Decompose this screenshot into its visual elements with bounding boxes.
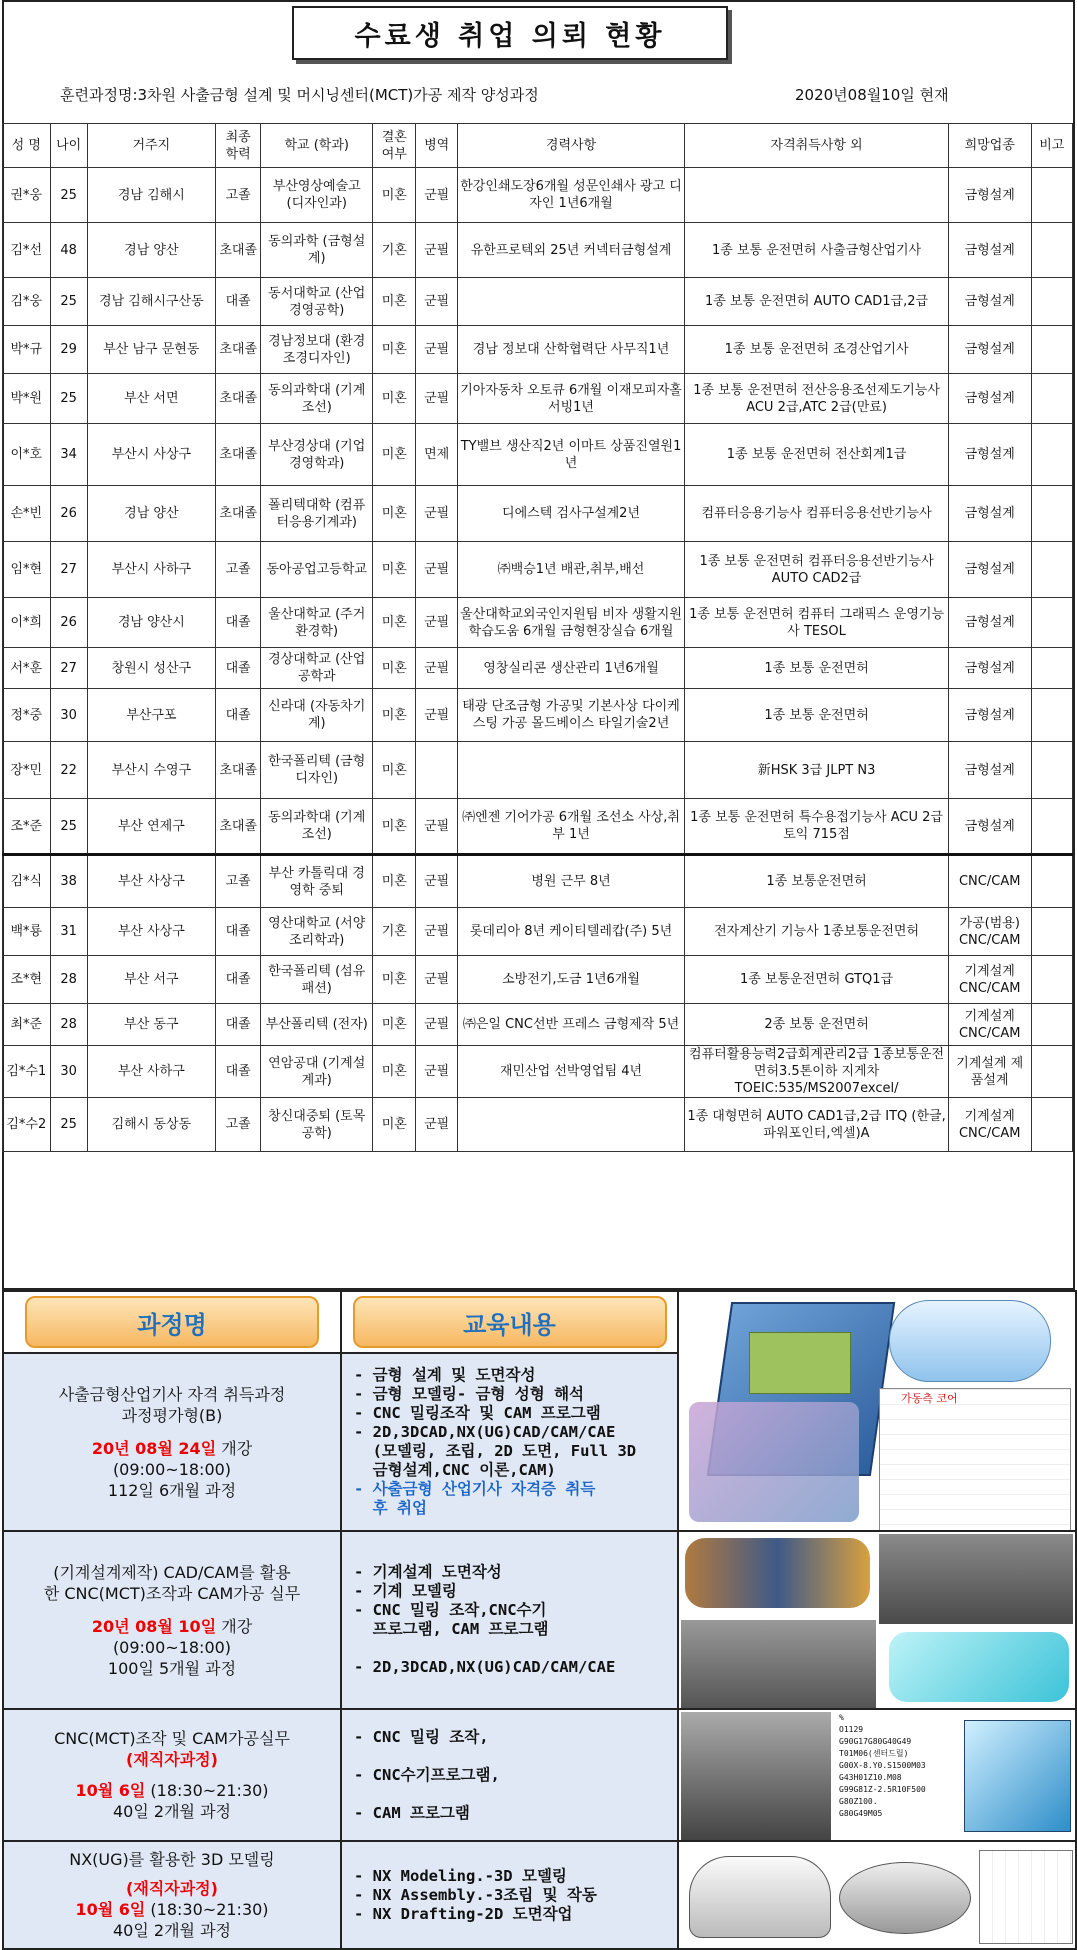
cell-mil: 군필 bbox=[416, 799, 457, 855]
cell-note bbox=[1031, 223, 1072, 278]
cell-note bbox=[1031, 168, 1072, 223]
cell-age: 25 bbox=[50, 799, 87, 855]
column-header: 자격취득사항 외 bbox=[685, 124, 949, 168]
cell-hope: 기계설계 제품설계 bbox=[948, 1046, 1031, 1098]
cell-school: 동의과학대 (기계조선) bbox=[261, 799, 373, 855]
cell-cert: 1종 대형면허 AUTO CAD1급,2급 ITQ (한글,파워포인터,엑셀)A bbox=[685, 1098, 949, 1152]
cell-career: 병원 근무 8년 bbox=[457, 855, 684, 908]
cell-school: 부산 카톨릭대 경영학 중퇴 bbox=[261, 855, 373, 908]
cell-name: 권*웅 bbox=[3, 168, 51, 223]
cell-name: 서*훈 bbox=[3, 648, 51, 689]
cell-addr: 부산 사상구 bbox=[87, 855, 215, 908]
cell-addr: 경남 양산 bbox=[87, 486, 215, 542]
cell-career: 기아자동차 오토큐 6개월 이재모피자홀서빙1년 bbox=[457, 374, 684, 424]
cell-career: 태광 단조금형 가공및 기본사상 다이케스팅 가공 몰드베이스 타일기술2년 bbox=[457, 689, 684, 742]
cell-hope: 금형설계 bbox=[948, 542, 1031, 598]
drafting-image bbox=[979, 1850, 1073, 1944]
course-3-name: CNC(MCT)조작 및 CAM가공실무 (재직자과정) 10월 6일 (18:30~21:30) 40일 2개월 과정 bbox=[3, 1709, 341, 1841]
cell-mil: 군필 bbox=[416, 1046, 457, 1098]
table-row bbox=[3, 223, 1073, 278]
cell-note bbox=[1031, 542, 1072, 598]
cell-addr: 경남 양산시 bbox=[87, 598, 215, 648]
cell-married: 미혼 bbox=[373, 956, 416, 1004]
cell-hope: 금형설계 bbox=[948, 374, 1031, 424]
cell-age: 22 bbox=[50, 742, 87, 799]
cell-married: 미혼 bbox=[373, 799, 416, 855]
cell-married: 미혼 bbox=[373, 1004, 416, 1046]
table-row bbox=[3, 486, 1073, 542]
cell-addr: 부산 동구 bbox=[87, 1004, 215, 1046]
cell-edu: 대졸 bbox=[215, 278, 260, 326]
table-row bbox=[3, 168, 1073, 223]
table-row bbox=[3, 799, 1073, 855]
cell-married: 미혼 bbox=[373, 689, 416, 742]
cell-married: 미혼 bbox=[373, 278, 416, 326]
graduate-table bbox=[2, 123, 1073, 1152]
course-2-name: (기계설계제작) CAD/CAM를 활용 한 CNC(MCT)조작과 CAM가공 실무 20년 08월 10일 개강 (09:00~18:00) 100일 5개월 과정 bbox=[3, 1531, 341, 1709]
cell-cert bbox=[685, 168, 949, 223]
cell-married: 미혼 bbox=[373, 168, 416, 223]
cell-mil bbox=[416, 742, 457, 799]
cell-cert: 1종 보통운전면허 GTQ1급 bbox=[685, 956, 949, 1004]
assembly-image bbox=[685, 1538, 870, 1608]
cell-cert: 컴퓨터응용기능사 컴퓨터응용선반기능사 bbox=[685, 486, 949, 542]
cell-cert: 1종 보통 운전면허 전산응용조선제도기능사 ACU 2급,ATC 2급(만료) bbox=[685, 374, 949, 424]
column-header: 학교 (학과) bbox=[261, 124, 373, 168]
cell-age: 25 bbox=[50, 278, 87, 326]
cell-married: 미혼 bbox=[373, 1046, 416, 1098]
cell-career: TY밸브 생산직2년 이마트 상품진열원1년 bbox=[457, 424, 684, 486]
cell-school: 경남정보대 (환경조경디자인) bbox=[261, 326, 373, 374]
mold-plate-image bbox=[749, 1332, 851, 1394]
cell-name: 조*현 bbox=[3, 956, 51, 1004]
column-header: 경력사항 bbox=[457, 124, 684, 168]
cell-hope: 금형설계 bbox=[948, 326, 1031, 374]
cell-school: 동아공업고등학교 bbox=[261, 542, 373, 598]
course-3-content: - CNC 밀링 조작, - CNC수기프로그램, - CAM 프로그램 bbox=[341, 1709, 678, 1841]
table-row bbox=[3, 278, 1073, 326]
cell-name: 김*웅 bbox=[3, 278, 51, 326]
machining-images bbox=[679, 1532, 1075, 1708]
cell-mil: 군필 bbox=[416, 374, 457, 424]
cnc-images bbox=[679, 1710, 1075, 1840]
cell-edu: 초대졸 bbox=[215, 742, 260, 799]
cell-school: 동의과학대 (기계조선) bbox=[261, 374, 373, 424]
column-header: 나이 bbox=[50, 124, 87, 168]
cell-career: 롯데리아 8년 케이티텔레캅(주) 5년 bbox=[457, 908, 684, 956]
cell-note bbox=[1031, 598, 1072, 648]
table-row bbox=[3, 542, 1073, 598]
cell-addr: 김해시 동상동 bbox=[87, 1098, 215, 1152]
cell-edu: 고졸 bbox=[215, 1098, 260, 1152]
cell-mil: 군필 bbox=[416, 1004, 457, 1046]
cell-cert: 전자계산기 기능사 1종보통운전면허 bbox=[685, 908, 949, 956]
cell-name: 손*빈 bbox=[3, 486, 51, 542]
course-info bbox=[2, 1290, 1075, 1950]
cell-age: 30 bbox=[50, 689, 87, 742]
cell-edu: 대졸 bbox=[215, 1046, 260, 1098]
cell-career: 경남 정보대 산학협력단 사무직1년 bbox=[457, 326, 684, 374]
cell-name: 이*호 bbox=[3, 424, 51, 486]
cell-career: 울산대학교외국인지원팀 비자 생활지원학습도움 6개월 금형현장실습 6개월 bbox=[457, 598, 684, 648]
table-header bbox=[3, 124, 1073, 168]
cell-mil: 군필 bbox=[416, 542, 457, 598]
cell-school: 영산대학교 (서양조리학과) bbox=[261, 908, 373, 956]
cell-edu: 초대졸 bbox=[215, 424, 260, 486]
cell-hope: 금형설계 bbox=[948, 278, 1031, 326]
cell-hope: 금형설계 bbox=[948, 486, 1031, 542]
cell-married: 미혼 bbox=[373, 598, 416, 648]
column-header: 거주지 bbox=[87, 124, 215, 168]
cell-married: 미혼 bbox=[373, 374, 416, 424]
cell-cert: 新HSK 3급 JLPT N3 bbox=[685, 742, 949, 799]
cell-mil: 군필 bbox=[416, 223, 457, 278]
cell-career: 한강인쇄도장6개월 성문인쇄사 광고 디자인 1년6개월 bbox=[457, 168, 684, 223]
cell-note bbox=[1031, 956, 1072, 1004]
cell-mil: 군필 bbox=[416, 486, 457, 542]
table-row bbox=[3, 1046, 1073, 1098]
cell-note bbox=[1031, 326, 1072, 374]
course-4-name: NX(UG)를 활용한 3D 모델링 (재직자과정) 10월 6일 (18:30~21:30) 40일 2개월 과정 bbox=[3, 1841, 341, 1949]
cell-hope: 기계설계 CNC/CAM bbox=[948, 1098, 1031, 1152]
table-row bbox=[3, 598, 1073, 648]
cell-hope: 금형설계 bbox=[948, 598, 1031, 648]
cell-mil: 군필 bbox=[416, 689, 457, 742]
cell-career: 영창실리콘 생산관리 1년6개월 bbox=[457, 648, 684, 689]
cell-note bbox=[1031, 1004, 1072, 1046]
assembly-model-image bbox=[839, 1862, 971, 1934]
cell-age: 26 bbox=[50, 598, 87, 648]
cell-edu: 대졸 bbox=[215, 598, 260, 648]
cell-school: 부산경상대 (기업경영학과) bbox=[261, 424, 373, 486]
cell-hope: 금형설계 bbox=[948, 689, 1031, 742]
cell-hope: 금형설계 bbox=[948, 168, 1031, 223]
cell-school: 울산대학교 (주거환경학) bbox=[261, 598, 373, 648]
table-row bbox=[3, 648, 1073, 689]
course-name-header: 과정명 bbox=[25, 1296, 319, 1348]
cell-addr: 부산 서구 bbox=[87, 956, 215, 1004]
cell-married: 미혼 bbox=[373, 424, 416, 486]
cell-career bbox=[457, 1098, 684, 1152]
cell-married: 미혼 bbox=[373, 1098, 416, 1152]
cell-note bbox=[1031, 799, 1072, 855]
cell-cert: 1종 보통 운전면허 컴퓨터응용선반기능사 AUTO CAD2급 bbox=[685, 542, 949, 598]
cell-hope: 기계설계 CNC/CAM bbox=[948, 1004, 1031, 1046]
cell-school: 연암공대 (기계설계과) bbox=[261, 1046, 373, 1098]
cell-career: 디에스텍 검사구설계2년 bbox=[457, 486, 684, 542]
cell-addr: 창원시 성산구 bbox=[87, 648, 215, 689]
cell-school: 폴리텍대학 (컴퓨터응용기계과) bbox=[261, 486, 373, 542]
cell-cert: 1종 보통 운전면허 bbox=[685, 689, 949, 742]
cell-age: 27 bbox=[50, 542, 87, 598]
column-header: 결혼 여부 bbox=[373, 124, 416, 168]
cell-age: 28 bbox=[50, 956, 87, 1004]
cell-age: 30 bbox=[50, 1046, 87, 1098]
cell-school: 한국폴리텍 (금형디자인) bbox=[261, 742, 373, 799]
cell-name: 이*희 bbox=[3, 598, 51, 648]
nx-model-images bbox=[679, 1842, 1075, 1948]
cell-edu: 초대졸 bbox=[215, 799, 260, 855]
cell-hope: 금형설계 bbox=[948, 223, 1031, 278]
cell-edu: 초대졸 bbox=[215, 326, 260, 374]
cell-addr: 부산 사하구 bbox=[87, 1046, 215, 1098]
cell-note bbox=[1031, 742, 1072, 799]
cell-mil: 면제 bbox=[416, 424, 457, 486]
cell-addr: 부산 서면 bbox=[87, 374, 215, 424]
cell-married: 미혼 bbox=[373, 648, 416, 689]
cell-edu: 고졸 bbox=[215, 542, 260, 598]
cell-age: 29 bbox=[50, 326, 87, 374]
part-image bbox=[689, 1402, 859, 1522]
cell-hope: 금형설계 bbox=[948, 742, 1031, 799]
cell-mil: 군필 bbox=[416, 278, 457, 326]
cell-name: 김*수2 bbox=[3, 1098, 51, 1152]
cell-cert: 2종 보통 운전면허 bbox=[685, 1004, 949, 1046]
cell-career bbox=[457, 742, 684, 799]
cell-cert: 1종 보통 운전면허 조경산업기사 bbox=[685, 326, 949, 374]
cnc-machine-photo bbox=[681, 1712, 831, 1840]
cell-age: 25 bbox=[50, 374, 87, 424]
cell-addr: 부산 남구 문현동 bbox=[87, 326, 215, 374]
cell-note bbox=[1031, 1098, 1072, 1152]
cell-cert: 1종 보통 운전면허 전산회계1급 bbox=[685, 424, 949, 486]
cell-addr: 부산 연제구 bbox=[87, 799, 215, 855]
cell-age: 28 bbox=[50, 1004, 87, 1046]
cell-hope: 금형설계 bbox=[948, 799, 1031, 855]
workshop-photo bbox=[879, 1534, 1073, 1624]
core-caption: 가동측 코어 bbox=[901, 1392, 958, 1405]
cell-cert: 1종 보통 운전면허 사출금형산업기사 bbox=[685, 223, 949, 278]
cell-married: 기혼 bbox=[373, 908, 416, 956]
course-2-content: - 기계설계 도면작성 - 기계 모델링 - CNC 밀링 조작,CNC수기 프로그램, CAM 프로그램 - 2D,3DCAD,NX(UG)CAD/CAM/CAE bbox=[341, 1531, 678, 1709]
cell-hope: 가공(범용) CNC/CAM bbox=[948, 908, 1031, 956]
cell-addr: 경남 김해시 bbox=[87, 168, 215, 223]
mold-images bbox=[679, 1292, 1075, 1530]
cell-hope: CNC/CAM bbox=[948, 855, 1031, 908]
column-header: 병역 bbox=[416, 124, 457, 168]
cell-edu: 대졸 bbox=[215, 956, 260, 1004]
table-row bbox=[3, 908, 1073, 956]
cell-name: 박*원 bbox=[3, 374, 51, 424]
gcode-listing: % O1129 G90G17G80G40G49 T01M06(센터드릴) G00X-8.Y0.S1500M03 G43H01Z10.M08 G99G81Z-2.5R10F500 G80Z100. G80G49M05 bbox=[839, 1713, 926, 1818]
cell-edu: 대졸 bbox=[215, 1004, 260, 1046]
table-row bbox=[3, 742, 1073, 799]
column-header: 성 명 bbox=[3, 124, 51, 168]
cell-name: 김*식 bbox=[3, 855, 51, 908]
page-title: 수료생 취업 의뢰 현황 bbox=[292, 6, 728, 60]
cell-school: 신라대 (자동차기계) bbox=[261, 689, 373, 742]
cell-mil: 군필 bbox=[416, 598, 457, 648]
cell-addr: 경남 양산 bbox=[87, 223, 215, 278]
cell-age: 26 bbox=[50, 486, 87, 542]
table-row bbox=[3, 1098, 1073, 1152]
course-name: 훈련과정명:3차원 사출금형 설계 및 머시닝센터(MCT)가공 제작 양성과정 bbox=[60, 86, 539, 104]
cell-name: 임*현 bbox=[3, 542, 51, 598]
cell-hope: 금형설계 bbox=[948, 648, 1031, 689]
cell-school: 동서대학교 (산업경영공학) bbox=[261, 278, 373, 326]
cell-addr: 부산구포 bbox=[87, 689, 215, 742]
cell-edu: 대졸 bbox=[215, 908, 260, 956]
cell-age: 48 bbox=[50, 223, 87, 278]
shell-model-image bbox=[689, 1856, 831, 1938]
toolpath-image bbox=[964, 1720, 1071, 1832]
cell-mil: 군필 bbox=[416, 956, 457, 1004]
cell-age: 25 bbox=[50, 1098, 87, 1152]
course-content-header: 교육내용 bbox=[353, 1296, 667, 1348]
cell-edu: 초대졸 bbox=[215, 486, 260, 542]
cell-mil: 군필 bbox=[416, 1098, 457, 1152]
cell-married: 미혼 bbox=[373, 542, 416, 598]
cell-age: 38 bbox=[50, 855, 87, 908]
cell-school: 경상대학교 (산업공학과 bbox=[261, 648, 373, 689]
cell-name: 정*중 bbox=[3, 689, 51, 742]
cell-mil: 군필 bbox=[416, 168, 457, 223]
cell-edu: 초대졸 bbox=[215, 374, 260, 424]
cell-hope: 금형설계 bbox=[948, 424, 1031, 486]
course-4-content: - NX Modeling.-3D 모델링 - NX Assembly.-3조립 및 작동 - NX Drafting-2D 도면작업 bbox=[341, 1841, 678, 1949]
cell-note bbox=[1031, 374, 1072, 424]
cell-edu: 고졸 bbox=[215, 168, 260, 223]
cell-name: 백*룡 bbox=[3, 908, 51, 956]
cell-cert: 1종 보통 운전면허 특수용접기능사 ACU 2급 토익 715점 bbox=[685, 799, 949, 855]
column-header: 비고 bbox=[1031, 124, 1072, 168]
cell-cert: 1종 보통 운전면허 컴퓨터 그래픽스 운영기능사 TESOL bbox=[685, 598, 949, 648]
table-row bbox=[3, 1004, 1073, 1046]
cell-addr: 부산시 사상구 bbox=[87, 424, 215, 486]
table-row bbox=[3, 689, 1073, 742]
cell-name: 장*민 bbox=[3, 742, 51, 799]
cell-married: 기혼 bbox=[373, 223, 416, 278]
cell-married: 미혼 bbox=[373, 486, 416, 542]
core-3d-image bbox=[889, 1300, 1051, 1382]
cell-addr: 부산 사상구 bbox=[87, 908, 215, 956]
course-1-name: 사출금형산업기사 자격 취득과정 과정평가형(B) 20년 08월 24일 개강 (09:00~18:00) 112일 6개월 과정 bbox=[3, 1353, 341, 1531]
cell-edu: 대졸 bbox=[215, 648, 260, 689]
cell-age: 27 bbox=[50, 648, 87, 689]
cell-edu: 고졸 bbox=[215, 855, 260, 908]
drawing-image bbox=[879, 1388, 1071, 1530]
cell-married: 미혼 bbox=[373, 742, 416, 799]
cell-edu: 대졸 bbox=[215, 689, 260, 742]
cell-married: 미혼 bbox=[373, 326, 416, 374]
cell-career: 유한프로텍외 25년 커넥터금형설계 bbox=[457, 223, 684, 278]
cell-career: ㈜은일 CNC선반 프레스 금형제작 5년 bbox=[457, 1004, 684, 1046]
cell-school: 창신대중퇴 (토목공학) bbox=[261, 1098, 373, 1152]
cell-note bbox=[1031, 424, 1072, 486]
cell-hope: 기계설계 CNC/CAM bbox=[948, 956, 1031, 1004]
cavity-3d-image bbox=[889, 1632, 1069, 1702]
table-row bbox=[3, 326, 1073, 374]
cell-name: 최*준 bbox=[3, 1004, 51, 1046]
cell-note bbox=[1031, 908, 1072, 956]
cell-note bbox=[1031, 689, 1072, 742]
cell-edu: 초대졸 bbox=[215, 223, 260, 278]
cell-mil: 군필 bbox=[416, 648, 457, 689]
cell-cert: 1종 보통 운전면허 AUTO CAD1급,2급 bbox=[685, 278, 949, 326]
cell-name: 김*수1 bbox=[3, 1046, 51, 1098]
cell-age: 25 bbox=[50, 168, 87, 223]
table-row bbox=[3, 424, 1073, 486]
cell-addr: 경남 김해시구산동 bbox=[87, 278, 215, 326]
cell-name: 박*규 bbox=[3, 326, 51, 374]
table-row bbox=[3, 374, 1073, 424]
cell-note bbox=[1031, 278, 1072, 326]
cell-career: 재민산업 선박영업팀 4년 bbox=[457, 1046, 684, 1098]
cell-married: 미혼 bbox=[373, 855, 416, 908]
cell-note bbox=[1031, 486, 1072, 542]
cell-cert: 컴퓨터활용능력2급회계관리2급 1종보통운전면허3.5톤이하 지게차 TOEIC:535/MS2007excel/ bbox=[685, 1046, 949, 1098]
cell-cert: 1종 보통운전면허 bbox=[685, 855, 949, 908]
cell-note bbox=[1031, 1046, 1072, 1098]
cell-cert: 1종 보통 운전면허 bbox=[685, 648, 949, 689]
table-row bbox=[3, 855, 1073, 908]
cell-mil: 군필 bbox=[416, 855, 457, 908]
cell-name: 조*준 bbox=[3, 799, 51, 855]
milling-photo bbox=[681, 1620, 876, 1708]
cell-mil: 군필 bbox=[416, 326, 457, 374]
cell-career: ㈜백승1년 배관,취부,배선 bbox=[457, 542, 684, 598]
cell-career: ㈜엔젠 기어가공 6개월 조선소 사상,취부 1년 bbox=[457, 799, 684, 855]
column-header: 희망업종 bbox=[948, 124, 1031, 168]
cell-school: 부산폴리텍 (전자) bbox=[261, 1004, 373, 1046]
cell-note bbox=[1031, 855, 1072, 908]
cell-school: 동의과학 (금형설계) bbox=[261, 223, 373, 278]
cell-mil: 군필 bbox=[416, 908, 457, 956]
as-of-date: 2020년08월10일 현재 bbox=[795, 86, 949, 104]
cell-addr: 부산시 사하구 bbox=[87, 542, 215, 598]
cell-addr: 부산시 수영구 bbox=[87, 742, 215, 799]
cell-note bbox=[1031, 648, 1072, 689]
table-row bbox=[3, 956, 1073, 1004]
cell-school: 한국폴리텍 (섬유패션) bbox=[261, 956, 373, 1004]
cell-career bbox=[457, 278, 684, 326]
cell-career: 소방전기,도금 1년6개월 bbox=[457, 956, 684, 1004]
cell-school: 부산영상예술고 (디자인과) bbox=[261, 168, 373, 223]
course-1-content: - 금형 설계 및 도면작성 - 금형 모델링- 금형 성형 해석 - CNC 밀링조작 및 CAM 프로그램 - 2D,3DCAD,NX(UG)CAD/CAM/CAE (모델링, 조립, 2D 도면, Full 3D 금형설계,CNC 이론,CAM) - 사출금형 산업기사 자격증 취득 후 취업 bbox=[341, 1353, 678, 1531]
cell-age: 31 bbox=[50, 908, 87, 956]
column-header: 최종 학력 bbox=[215, 124, 260, 168]
cell-name: 김*선 bbox=[3, 223, 51, 278]
cell-age: 34 bbox=[50, 424, 87, 486]
